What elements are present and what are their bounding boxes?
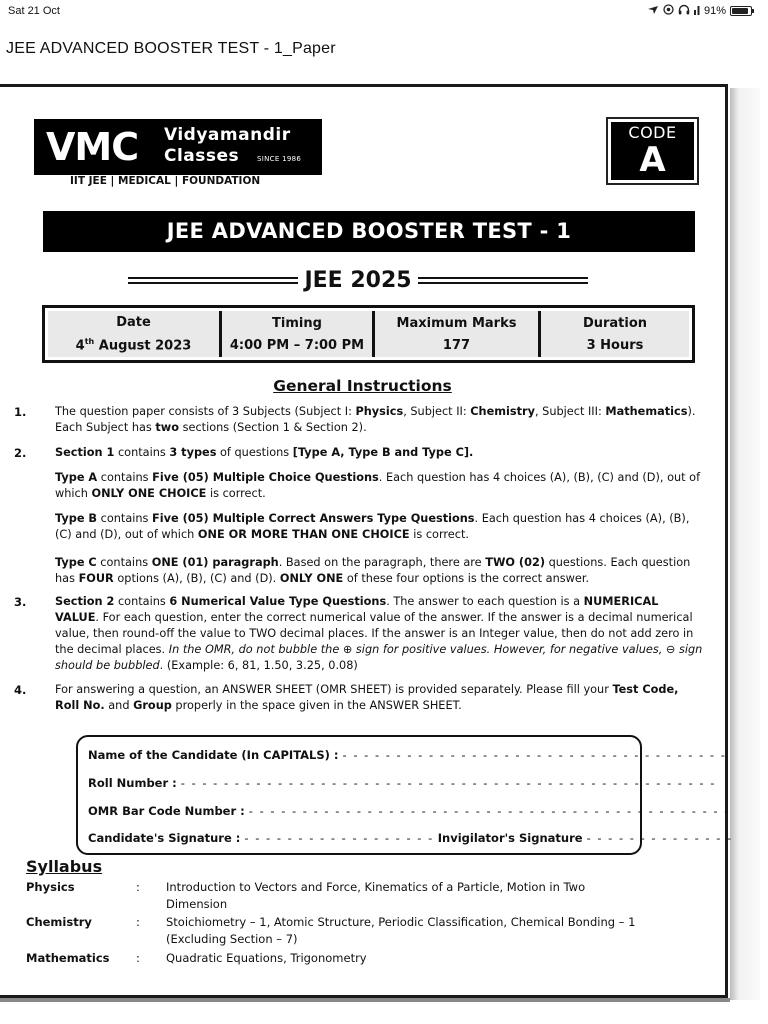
- instruction-number: 2.: [14, 446, 27, 460]
- code-box: [606, 117, 699, 185]
- signal-icon: [694, 5, 700, 18]
- date-value: 4th August 2023: [75, 336, 192, 354]
- code-label: CODE: [628, 123, 677, 142]
- instructions-title: General Instructions: [273, 377, 452, 395]
- logo-short: VMC: [46, 125, 139, 169]
- syllabus-row-chemistry: [26, 914, 676, 948]
- instruction-number: 1.: [14, 405, 27, 419]
- marks-label: Maximum Marks: [396, 315, 517, 331]
- syllabus-topic: Quadratic Equations, Trigonometry: [166, 951, 367, 965]
- document-title: JEE ADVANCED BOOSTER TEST - 1_Paper: [6, 40, 336, 57]
- date-label: Date: [116, 314, 151, 330]
- exam-info-table: [42, 305, 695, 363]
- target-icon: [663, 4, 674, 18]
- invigilator-signature-label: Invigilator's Signature: [437, 831, 583, 845]
- divider: [128, 277, 298, 284]
- timing-label: Timing: [272, 315, 322, 331]
- page-bottom-edge: [0, 998, 730, 1002]
- omr-code-row[interactable]: [88, 804, 730, 818]
- instruction-2: Section 1 contains 3 types of questions [Type A, Type B and Type C].: [55, 446, 474, 459]
- roll-number-field[interactable]: - - - - - - - - - - - - - - - - - - - - - - - - - - - - - - - - - - - - - - - - - - - - - - - - - -: [180, 776, 716, 790]
- battery-level: [732, 8, 748, 14]
- syllabus-subject: Chemistry: [26, 915, 92, 929]
- syllabus-subject: Mathematics: [26, 951, 110, 965]
- instruction-3: Section 2 contains 6 Numerical Value Type Questions. The answer to each question is a NUMERICAL VALUE. For each question, enter the correct numerical value of the answer. If the answer is a decimal numerical value, then round-off the value to TWO decimal places. If the answer is an Integer value, then do not add zero in the decimal places. In the OMR, do not bubble the ⊕ sign for positive values. However, for negative values, ⊖ sign should be bubbled. (Example: 6, 81, 1.50, 3.25, 0.08): [55, 595, 703, 672]
- syllabus-colon: :: [136, 880, 140, 894]
- instruction-1: The question paper consists of 3 Subjects (Subject I: Physics, Subject II: Chemistry, Subject III: Mathematics). Each Subject has two sections (Section 1 & Section 2).: [55, 405, 696, 434]
- exam-year: JEE 2025: [304, 267, 412, 293]
- timing-value: 4:00 PM – 7:00 PM: [229, 337, 365, 353]
- syllabus-subject: Physics: [26, 880, 75, 894]
- code-value: A: [639, 140, 666, 180]
- status-time: Sat 21 Oct: [8, 5, 60, 17]
- vmc-logo: [34, 119, 322, 175]
- logo-name-line1: Vidyamandir: [164, 125, 291, 145]
- location-icon: [647, 5, 659, 18]
- omr-code-label: OMR Bar Code Number :: [88, 804, 245, 818]
- timing-cell: [222, 311, 375, 357]
- exam-year-row: [128, 265, 588, 295]
- omr-code-field[interactable]: - - - - - - - - - - - - - - - - - - - - - - - - - - - - - - - - - - - - - - - - - - - - -: [248, 804, 730, 818]
- candidate-name-label: Name of the Candidate (In CAPITALS) :: [88, 748, 339, 762]
- duration-cell: [541, 311, 689, 357]
- logo-tagline: IIT JEE | MEDICAL | FOUNDATION: [70, 175, 261, 187]
- instruction-4: For answering a question, an ANSWER SHEET (OMR SHEET) is provided separately. Please fill your Test Code, Roll No. and Group properly in the space given in the ANSWER SHEET.: [55, 683, 679, 712]
- marks-value: 177: [442, 337, 471, 353]
- syllabus-colon: :: [136, 915, 140, 929]
- date-cell: [48, 311, 222, 357]
- paper-page[interactable]: [0, 84, 733, 998]
- divider: [418, 277, 588, 284]
- invigilator-signature-field[interactable]: - - - - - - - - - - - - - -: [586, 831, 733, 845]
- syllabus-title: Syllabus: [26, 857, 103, 876]
- signature-row[interactable]: [88, 831, 733, 845]
- duration-value: 3 Hours: [586, 337, 644, 353]
- syllabus-colon: :: [136, 951, 140, 965]
- test-title-banner: JEE ADVANCED BOOSTER TEST - 1: [43, 211, 695, 252]
- logo-since: SINCE 1986: [257, 155, 302, 163]
- logo-name-line2: Classes: [164, 146, 240, 166]
- syllabus-topic: Stoichiometry – 1, Atomic Structure, Periodic Classification, Chemical Bonding – 1 (Excluding Section – 7): [166, 915, 636, 946]
- syllabus-row-mathematics: [26, 950, 676, 968]
- roll-number-label: Roll Number :: [88, 776, 177, 790]
- syllabus-row-physics: [26, 879, 676, 913]
- candidate-name-field[interactable]: - - - - - - - - - - - - - - - - - - - - - - - - - - - - - - - - - - - -: [342, 748, 727, 762]
- status-bar: [0, 0, 768, 22]
- type-a-description: Type A contains Five (05) Multiple Choice Questions. Each question has 4 choices (A), (B), (C) and (D), out of which ONLY ONE CHOICE is correct.: [55, 471, 701, 500]
- instruction-number: 4.: [14, 683, 27, 697]
- candidate-signature-field[interactable]: - - - - - - - - - - - - - - - - - -: [244, 831, 434, 845]
- candidate-details-box: [76, 735, 733, 855]
- status-icons: [647, 4, 752, 18]
- headphones-icon: [678, 4, 690, 18]
- candidate-signature-label: Candidate's Signature :: [88, 831, 241, 845]
- battery-icon: [730, 6, 752, 16]
- roll-number-row[interactable]: [88, 776, 716, 790]
- syllabus-topic: Introduction to Vectors and Force, Kinematics of a Particle, Motion in Two Dimension: [166, 880, 586, 911]
- type-b-description: Type B contains Five (05) Multiple Correct Answers Type Questions. Each question has 4 choices (A), (B), (C) and (D), out of which ONE OR MORE THAN ONE CHOICE is correct.: [55, 512, 690, 541]
- instruction-number: 3.: [14, 595, 27, 609]
- paper-content: [0, 87, 733, 995]
- battery-percent: 91%: [703, 5, 726, 17]
- duration-label: Duration: [582, 315, 648, 331]
- page-edge: [730, 88, 760, 1000]
- candidate-name-row[interactable]: [88, 748, 726, 762]
- marks-cell: [375, 311, 541, 357]
- type-c-description: Type C contains ONE (01) paragraph. Based on the paragraph, there are TWO (02) questions. Each question has FOUR options (A), (B), (C) and (D). ONLY ONE of these four options is the correct answer.: [55, 556, 691, 585]
